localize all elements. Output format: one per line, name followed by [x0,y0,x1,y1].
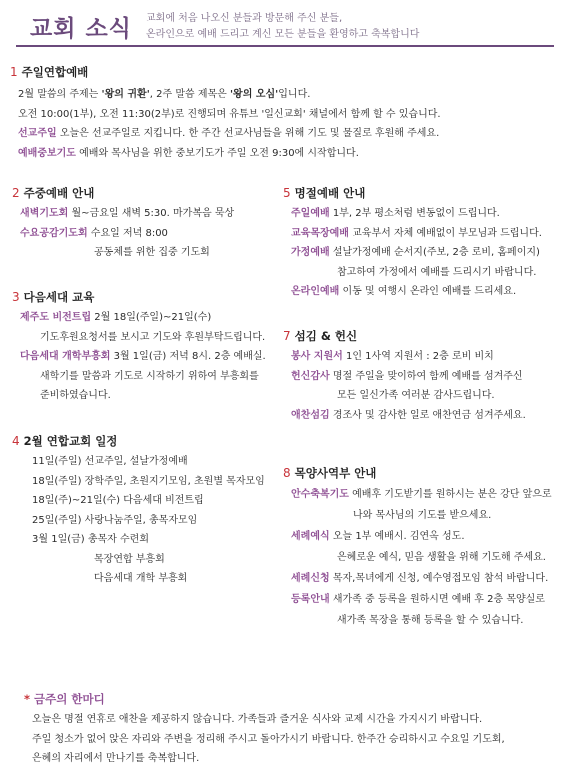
item-text: 1부, 2부 평소처럼 변동없이 드립니다. [329,208,500,219]
sermon-title-quote: '왕의 오심' [230,89,279,100]
page-title: 교회 소식 [30,16,132,42]
header-divider [16,45,554,47]
item-label: 헌신감사 [291,370,330,382]
item-label: 가정예배 [291,247,330,258]
section-heading [283,327,563,345]
section-service-dedication [283,327,563,425]
item-label: 세례예식 [291,531,330,542]
welcome-message [146,11,419,43]
volunteer-form [291,347,563,367]
section-holiday-worship [283,184,563,302]
item-label: 다음세대 개학부흥회 [20,351,111,362]
item-label: 세례신청 [291,573,330,584]
section-heading [12,184,282,202]
section-weekday-worship [12,184,282,263]
item-text: 이동 및 여행시 온라인 예배를 드리세요. [339,286,517,297]
item-text: 오늘은 선교주일로 지킵니다. 한 주간 선교사님들을 위해 기도 및 물질로 후원해 주세요. [56,128,440,139]
item-label: 제주도 비전트립 [20,312,92,323]
registration-detail: 새가족 목장을 통해 등록을 할 수 있습니다. [337,615,524,626]
weekly-message-line: 오늘은 명절 연휴로 애찬을 제공하지 않습니다. 가족들과 즐거운 식사와 교제 시간을 가지시기 바랍니다. [32,714,483,725]
section-heading [283,464,563,482]
section-title: 주일연합예배 [21,65,89,79]
jeju-vision-trip [20,308,282,328]
schedule-row: 25일(주일) 사랑나눔주일, 총목자모임 [32,514,198,526]
theme-quote: '왕의 귀환' [101,89,150,100]
weekly-message-title: 금주의 한마디 [34,692,105,706]
section-heading [12,288,282,306]
welcome-line-2: 온라인으로 예배 드리고 계신 모든 분들을 환영하고 축복합니다 [146,29,420,40]
item-text: 오늘 1부 예배시. 김연옥 성도. [329,531,465,542]
item-text: 1인 1사역 지원서 : 2층 로비 비치 [342,351,494,362]
section-number: 4 [12,434,20,448]
weekly-message-heading [24,690,554,708]
item-text: 경조사 및 감사한 일로 애찬연금 섬겨주세요. [329,409,526,421]
baptism-ceremony [291,526,563,547]
item-label: 예배중보기도 [18,147,76,159]
item-text: 예배와 목사님을 위한 중보기도가 주일 오전 9:30에 시작합니다. [75,147,359,159]
item-label: 새벽기도회 [20,208,69,219]
section-number: 7 [283,329,291,343]
laying-on-hands [291,484,563,505]
section-number: 1 [10,65,18,79]
item-text: 새가족 중 등록을 원하시면 예배 후 2층 목양실로 [329,594,545,605]
item-label: 수요공감기도회 [20,227,88,239]
section-title: 주중예배 안내 [23,186,95,200]
item-label: 안수축복기도 [291,489,349,500]
weekly-message-line: 주일 청소가 없어 앉은 자리와 주변을 정리해 주시고 돌아가시기 바랍니다. 한주간 승리하시고 수요일 기도회, [32,733,505,745]
text: , 2주 말씀 제목은 [149,89,230,100]
wednesday-prayer-detail: 공동체를 위한 집중 기도회 [94,247,210,258]
text: 2월 말씀의 주제는 [18,89,102,100]
item-label: 애찬섬김 [291,409,330,421]
schedule-row: 11일(주일) 선교주일, 설날가정예배 [32,456,188,467]
item-label: 등록안내 [291,594,330,605]
baptism-detail: 은혜로운 예식, 믿음 생활을 위해 기도해 주세요. [337,552,546,563]
schedule-subrow: 목장연합 부흥회 [94,553,165,565]
section-february-schedule [12,432,292,589]
dawn-prayer [20,204,282,224]
revival-meeting [20,347,282,367]
section-sunday-worship [10,63,550,163]
weekly-message [24,690,554,769]
online-service [291,282,563,302]
section-title: 목양사역부 안내 [294,466,377,480]
registration-info [291,589,563,610]
item-text: 목자,목녀에게 신청, 예수영접모임 참석 바랍니다. [329,573,549,584]
section-number: 8 [283,466,291,480]
section-next-generation [12,288,282,406]
section-title: 명절예배 안내 [294,186,366,200]
item-label: 주일예배 [291,208,330,219]
section-title: 2월 연합교회 일정 [23,434,118,448]
family-service-detail: 참고하여 가정에서 예배를 드리시기 바랍니다. [337,266,537,278]
fellowship-meal [291,406,563,426]
section-pastoral-ministry [283,464,563,631]
item-text: 예배후 기도받기를 원하시는 분은 강단 앞으로 [348,489,552,500]
schedule-row: 3월 1일(금) 총목자 수련회 [32,534,150,545]
item-text: 교육부서 자체 예배없이 부모님과 드립니다. [348,227,542,239]
baptism-application [291,568,563,589]
service-times: 오전 10:00(1부), 오전 11:30(2부)로 진행되며 유튜브 '일신교회' 채널에서 함께 할 수 있습니다. [18,108,441,120]
welcome-line-1: 교회에 처음 나오신 분들과 방문해 주신 분들, [146,13,343,24]
theme-line [18,85,550,105]
revival-detail-1: 새학기를 말씀과 기도로 시작하기 위하여 부흥회를 [40,370,259,382]
item-text: 2월 18일(주일)~21일(수) [91,312,212,323]
revival-detail-2: 준비하였습니다. [40,390,111,401]
text: 입니다. [278,89,311,100]
sunday-service [291,204,563,224]
item-text: 설날가정예배 순서지(주보, 2층 로비, 홈페이지) [329,247,540,258]
schedule-row: 18일(주일) 장학주일, 초원지기모임, 초원별 목자모임 [32,475,265,487]
item-text: 수요일 저녁 8:00 [87,227,168,239]
section-title: 섬김 & 헌신 [294,329,358,343]
schedule-subrow: 다음세대 개학 부흥회 [94,573,188,584]
mission-sunday [18,124,550,144]
section-heading [10,63,550,81]
star-icon: * [24,692,31,706]
section-heading [283,184,563,202]
section-number: 2 [12,186,20,200]
education-service [291,224,563,244]
section-number: 3 [12,290,20,304]
item-text: 월~금요일 새벽 5:30. 마가복음 묵상 [68,208,235,219]
item-label: 온라인예배 [291,286,340,297]
dedication-thanks-detail: 모든 일신가족 여러분 감사드립니다. [337,390,495,401]
item-label: 봉사 지원서 [291,351,343,362]
schedule-row: 18일(주)~21일(수) 다음세대 비전트립 [32,495,204,506]
family-service [291,243,563,263]
intercession-prayer [18,144,550,164]
dedication-thanks [291,367,563,387]
vision-trip-detail: 기도후원요청서를 보시고 기도와 후원부탁드립니다. [40,331,266,343]
section-number: 5 [283,186,291,200]
item-text: 명절 주일을 맞이하여 함께 예배를 섬겨주신 [329,370,523,382]
laying-on-hands-detail: 나와 목사님의 기도를 받으세요. [353,510,492,521]
weekly-message-line: 은혜의 자리에서 만나기를 축복합니다. [32,753,200,764]
item-text: 3월 1일(금) 저녁 8시. 2층 예배실. [110,351,266,362]
wednesday-prayer [20,224,282,244]
section-heading [12,432,292,450]
item-label: 선교주일 [18,128,57,139]
item-label: 교육목장예배 [291,227,349,239]
section-title: 다음세대 교육 [23,290,95,304]
